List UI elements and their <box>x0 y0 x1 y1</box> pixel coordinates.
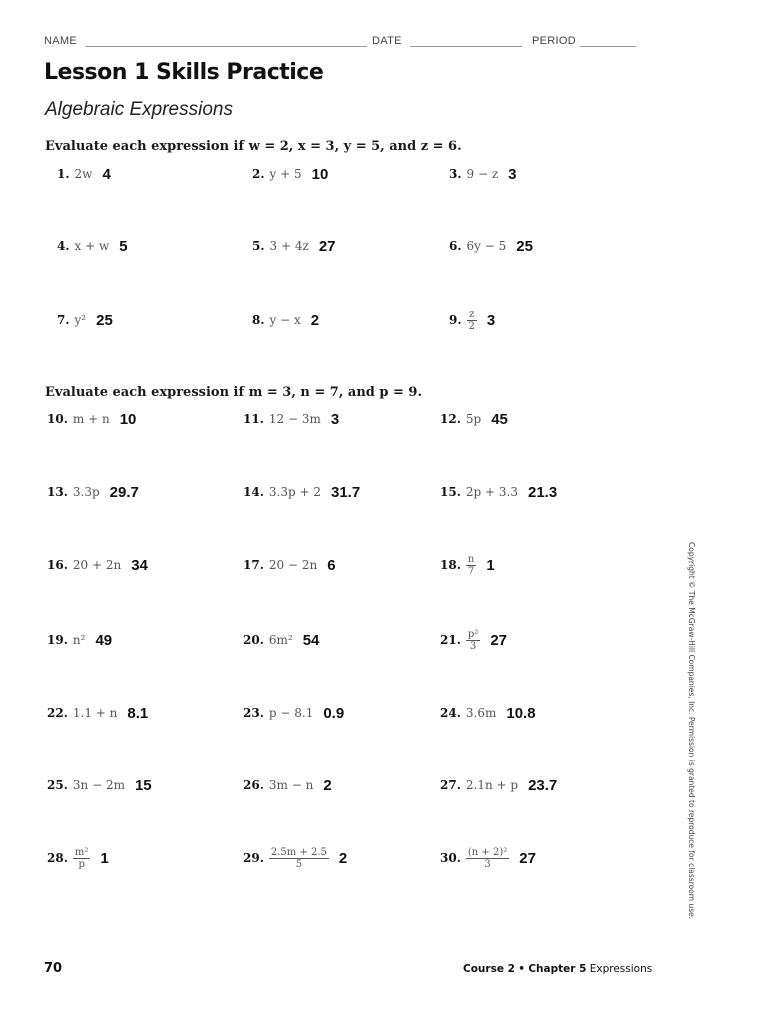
copyright-notice: Copyright © The McGraw-Hill Companies, Inc. Permission is granted to reproduce for classroom use. <box>687 542 696 920</box>
problem-28 <box>47 848 109 868</box>
problem-10 <box>47 409 136 429</box>
problem-1 <box>57 164 111 184</box>
problem-expression: m + n <box>72 412 110 426</box>
problem-number: 19. <box>47 633 68 647</box>
problem-answer: 49 <box>95 631 113 649</box>
problem-answer: 34 <box>131 556 148 574</box>
fraction-numerator: n <box>467 553 475 565</box>
problem-answer: 1 <box>100 849 109 867</box>
page-title: Lesson 1 Skills Practice <box>44 60 324 85</box>
problem-19 <box>47 630 112 650</box>
problem-6 <box>449 236 533 256</box>
problem-number: 10. <box>47 412 68 426</box>
footer-chapter: Chapter 5 <box>528 963 587 975</box>
problem-number: 28. <box>47 851 68 865</box>
problem-expression: 2.1n + p <box>465 778 519 792</box>
problem-number: 1. <box>57 167 70 181</box>
name-field-line[interactable] <box>85 46 367 47</box>
fraction-expression <box>73 847 91 870</box>
problem-answer: 1 <box>486 556 495 574</box>
period-field-line[interactable] <box>580 46 636 47</box>
problem-expression: 6y − 5 <box>466 239 507 253</box>
problem-29 <box>243 848 347 868</box>
problem-24 <box>440 703 536 723</box>
problem-answer: 3 <box>508 165 517 183</box>
problem-number: 23. <box>243 706 264 720</box>
problem-15 <box>440 482 557 502</box>
problem-answer: 54 <box>302 631 320 649</box>
problem-expression: 9 − z <box>466 167 499 181</box>
problem-expression: 12 − 3m <box>268 412 321 426</box>
problem-number: 21. <box>440 633 461 647</box>
problem-expression: y − x <box>269 313 301 327</box>
problem-5 <box>252 236 336 256</box>
problem-26 <box>243 775 332 795</box>
footer-course: Course 2 <box>463 963 515 975</box>
problem-answer: 27 <box>519 849 536 867</box>
problem-number: 14. <box>243 485 264 499</box>
problem-answer: 3 <box>330 410 340 428</box>
fraction-numerator: 2.5m + 2.5 <box>270 846 327 858</box>
problem-expression: p − 8.1 <box>268 706 314 720</box>
problem-answer: 4 <box>102 165 111 183</box>
footer-course-info <box>463 963 652 975</box>
problem-7 <box>57 310 113 330</box>
problem-number: 4. <box>57 239 70 253</box>
date-field-line[interactable] <box>410 46 522 47</box>
problem-number: 3. <box>449 167 462 181</box>
problem-answer: 25 <box>516 237 533 255</box>
problem-expression: y + 5 <box>269 167 302 181</box>
problem-8 <box>252 310 319 330</box>
problem-answer: 2 <box>310 311 320 329</box>
fraction-expression <box>269 847 329 870</box>
problem-12 <box>440 409 508 429</box>
problem-20 <box>243 630 319 650</box>
problem-21 <box>440 630 507 650</box>
problem-4 <box>57 236 128 256</box>
problem-number: 29. <box>243 851 264 865</box>
problem-expression: 3m − n <box>268 778 314 792</box>
problem-number: 7. <box>57 313 70 327</box>
problem-expression: 6m² <box>268 633 293 647</box>
problem-number: 11. <box>243 412 264 426</box>
problem-answer: 45 <box>491 410 508 428</box>
footer-topic: Expressions <box>589 963 653 975</box>
problem-expression: 2p + 3.3 <box>465 485 518 499</box>
problem-number: 13. <box>47 485 68 499</box>
problem-number: 16. <box>47 558 68 572</box>
fraction-numerator: m² <box>74 846 89 858</box>
problem-expression: 3.3p <box>72 485 100 499</box>
page-subtitle: Algebraic Expressions <box>45 99 233 120</box>
fraction-denominator: 3 <box>484 858 491 870</box>
problem-answer: 2 <box>338 849 348 867</box>
fraction-denominator: p <box>78 858 85 870</box>
problem-11 <box>243 409 339 429</box>
problem-number: 18. <box>440 558 461 572</box>
fraction-denominator: 7 <box>467 565 475 577</box>
footer-bullet: • <box>518 963 525 975</box>
problem-30 <box>440 848 536 868</box>
problem-number: 9. <box>449 313 462 327</box>
problem-3 <box>449 164 517 184</box>
fraction-denominator: 3 <box>469 640 477 652</box>
date-label: DATE <box>372 35 402 47</box>
problem-number: 8. <box>252 313 265 327</box>
fraction-numerator: (n + 2)² <box>467 846 508 858</box>
problem-number: 20. <box>243 633 264 647</box>
problem-answer: 2 <box>323 776 332 794</box>
problem-number: 2. <box>252 167 265 181</box>
problem-expression: 3 + 4z <box>269 239 309 253</box>
problem-answer: 10 <box>119 410 137 428</box>
problem-number: 12. <box>440 412 461 426</box>
problem-answer: 3 <box>486 311 496 329</box>
problem-23 <box>243 703 344 723</box>
problem-answer: 27 <box>490 631 507 649</box>
problem-expression: x + w <box>74 239 110 253</box>
problem-2 <box>252 164 328 184</box>
problem-17 <box>243 555 336 575</box>
problem-22 <box>47 703 148 723</box>
fraction-numerator: p² <box>467 628 479 640</box>
problem-answer: 0.9 <box>323 704 345 722</box>
fraction-expression <box>466 554 476 577</box>
name-label: NAME <box>44 35 77 47</box>
problem-27 <box>440 775 557 795</box>
problem-expression: n² <box>72 633 86 647</box>
problem-number: 17. <box>243 558 264 572</box>
problem-number: 5. <box>252 239 265 253</box>
problem-answer: 5 <box>119 237 128 255</box>
problem-expression: 3.6m <box>465 706 497 720</box>
problem-number: 15. <box>440 485 461 499</box>
page-number: 70 <box>44 961 63 976</box>
problem-number: 6. <box>449 239 462 253</box>
problem-expression: 2w <box>74 167 93 181</box>
problem-14 <box>243 482 360 502</box>
problem-number: 25. <box>47 778 68 792</box>
problem-answer: 15 <box>134 776 152 794</box>
problem-answer: 10.8 <box>506 704 536 722</box>
problem-answer: 21.3 <box>527 483 558 501</box>
problem-answer: 23.7 <box>528 776 558 794</box>
section-2-instruction: Evaluate each expression if m = 3, n = 7, and p = 9. <box>45 385 422 400</box>
problem-expression: 20 − 2n <box>268 558 318 572</box>
problem-answer: 31.7 <box>330 483 361 501</box>
problem-9 <box>449 310 495 330</box>
problem-number: 30. <box>440 851 461 865</box>
problem-answer: 27 <box>318 237 336 255</box>
problem-number: 24. <box>440 706 461 720</box>
problem-expression: 1.1 + n <box>72 706 118 720</box>
problem-expression: 3.3p + 2 <box>268 485 321 499</box>
section-1-instruction: Evaluate each expression if w = 2, x = 3, y = 5, and z = 6. <box>45 139 462 154</box>
problem-18 <box>440 555 495 575</box>
fraction-denominator: 5 <box>295 858 303 870</box>
fraction-expression <box>466 847 509 870</box>
problem-number: 26. <box>243 778 264 792</box>
problem-expression: 3n − 2m <box>72 778 125 792</box>
problem-answer: 29.7 <box>109 483 139 501</box>
problem-answer: 25 <box>96 311 113 329</box>
fraction-denominator: 2 <box>468 320 475 332</box>
fraction-numerator: z <box>469 308 475 320</box>
problem-expression: 5p <box>465 412 482 426</box>
problem-answer: 10 <box>311 165 329 183</box>
period-label: PERIOD <box>532 35 576 47</box>
problem-number: 22. <box>47 706 68 720</box>
problem-expression: 20 + 2n <box>72 558 122 572</box>
problem-25 <box>47 775 152 795</box>
fraction-expression <box>466 629 480 652</box>
problem-16 <box>47 555 148 575</box>
problem-answer: 8.1 <box>127 704 149 722</box>
problem-13 <box>47 482 139 502</box>
fraction-expression <box>467 309 477 332</box>
problem-answer: 6 <box>327 556 336 574</box>
problem-number: 27. <box>440 778 461 792</box>
problem-expression: y² <box>74 313 87 327</box>
